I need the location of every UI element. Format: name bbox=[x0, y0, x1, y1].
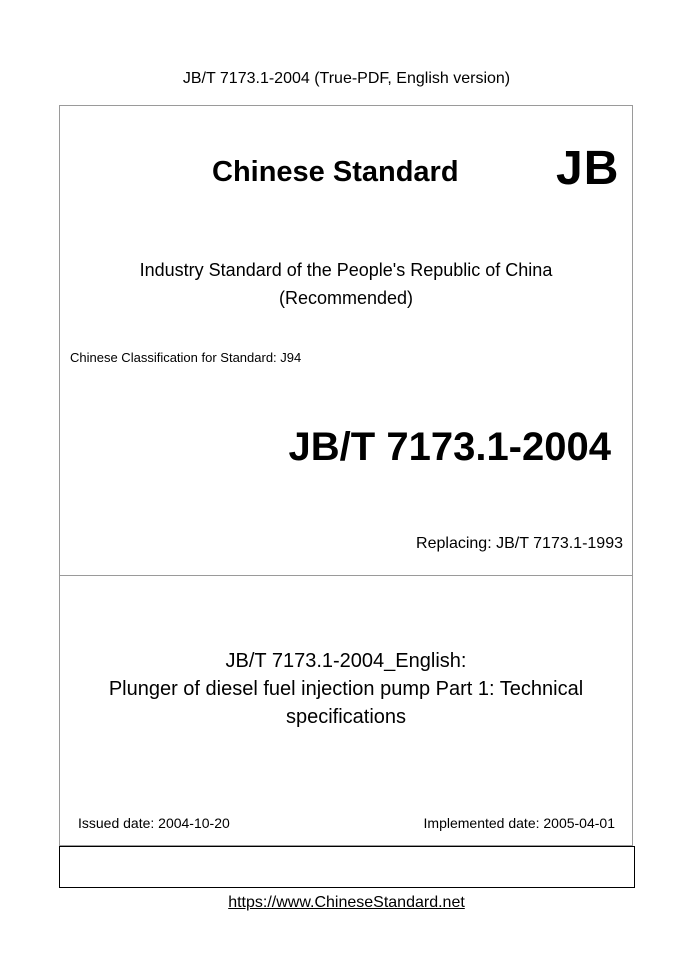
subtitle-line-2: (Recommended) bbox=[278, 288, 414, 308]
website-link[interactable]: https://www.ChineseStandard.net bbox=[228, 894, 465, 911]
replacing-note: Replacing: JB/T 7173.1-1993 bbox=[416, 535, 623, 552]
document-title bbox=[60, 647, 632, 731]
jb-mark: JB bbox=[556, 142, 620, 195]
classification: Chinese Classification for Standard: J94 bbox=[70, 350, 302, 365]
page-header: JB/T 7173.1-2004 (True-PDF, English version) bbox=[182, 70, 511, 87]
document-title-line-3: specifications bbox=[285, 706, 407, 728]
issued-date: Issued date: 2004-10-20 bbox=[78, 815, 230, 831]
subtitle-line-1: Industry Standard of the People's Republic of China bbox=[139, 260, 553, 280]
bottom-box bbox=[59, 846, 635, 888]
cover-title: Chinese Standard bbox=[212, 156, 459, 188]
document-title-line-2: Plunger of diesel fuel injection pump Part 1: Technical bbox=[108, 678, 584, 700]
document-title-line-1: JB/T 7173.1-2004_English: bbox=[225, 650, 467, 672]
cover-subtitle bbox=[60, 256, 632, 312]
implemented-date: Implemented date: 2005-04-01 bbox=[423, 815, 615, 831]
standard-number: JB/T 7173.1-2004 bbox=[288, 425, 611, 469]
